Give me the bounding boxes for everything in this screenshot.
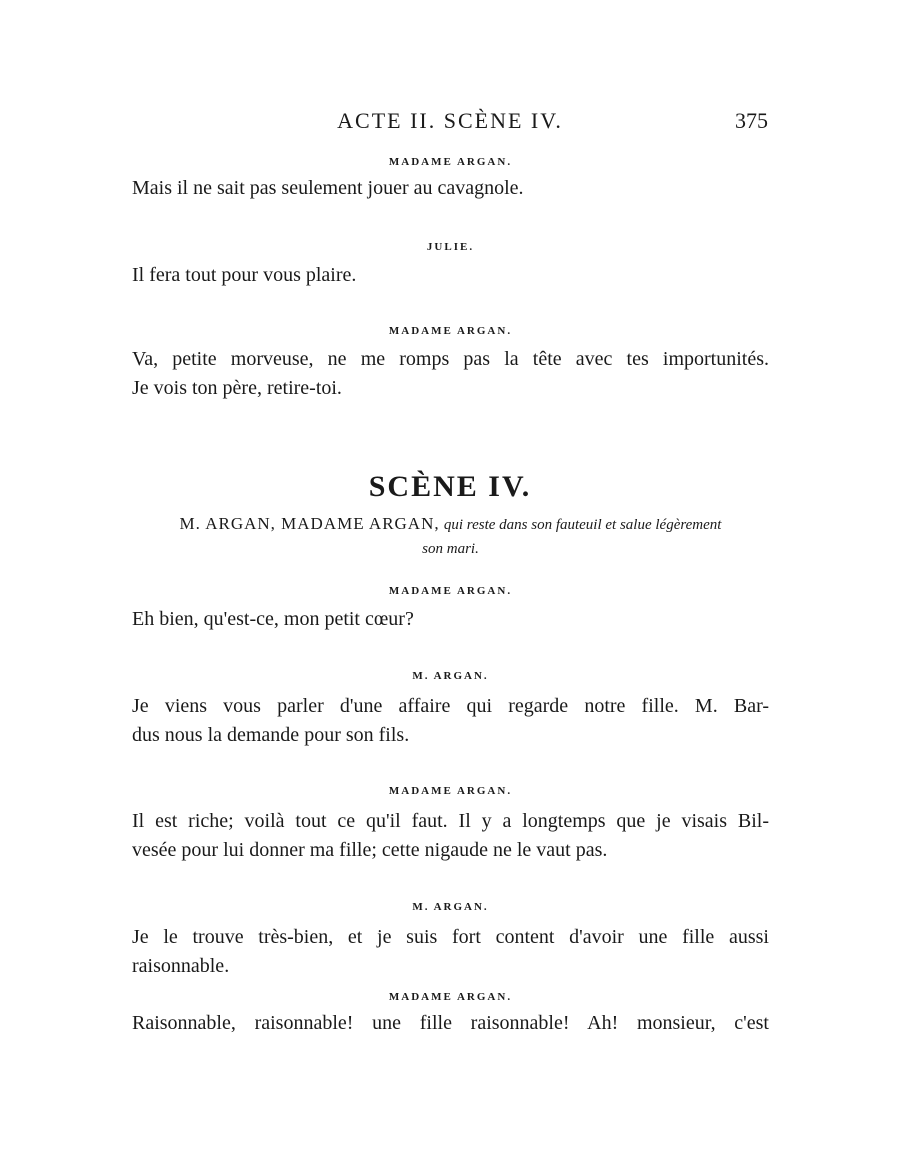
scene-characters: M. ARGAN, MADAME ARGAN, (179, 514, 440, 533)
dialogue-line: Je viens vous parler d'une affaire qui regarde notre fille. M. Bar- (132, 695, 769, 717)
dialogue-line: Je le trouve très-bien, et je suis fort content d'avoir une fille aussi (132, 926, 769, 948)
dialogue-line: Va, petite morveuse, ne me romps pas la tête avec tes importunités. (132, 348, 769, 370)
running-title: ACTE II. SCÈNE IV. (337, 108, 563, 133)
dialogue-line: Je vois ton père, retire-toi. (132, 377, 342, 399)
speaker-name: MADAME ARGAN. (388, 991, 513, 1003)
dialogue-entry (132, 785, 769, 865)
speaker-name: JULIE. (426, 241, 475, 253)
scene-title: SCÈNE IV. (368, 470, 532, 503)
speaker-name: MADAME ARGAN. (388, 785, 513, 797)
dialogue-line: Raisonnable, raisonnable! une fille raisonnable! Ah! monsieur, c'est (132, 1012, 769, 1034)
page-number: 375 (735, 108, 768, 133)
stage-direction-text: son mari. (422, 541, 479, 557)
speaker-name: M. ARGAN. (412, 901, 489, 913)
speaker-name: M. ARGAN. (412, 670, 489, 682)
dialogue-line: Eh bien, qu'est-ce, mon petit cœur? (132, 608, 414, 630)
dialogue-entry (132, 241, 769, 290)
dialogue-entry (132, 156, 769, 203)
dialogue-line: raisonnable. (132, 955, 230, 977)
dialogue-line: Mais il ne sait pas seulement jouer au cavagnole. (132, 177, 524, 199)
speaker-name: MADAME ARGAN. (388, 156, 513, 168)
dialogue-entry (132, 901, 769, 981)
speaker-name: MADAME ARGAN. (388, 585, 513, 597)
dialogue-entry (132, 585, 769, 634)
dialogue-line: vesée pour lui donner ma fille; cette nigaude ne le vaut pas. (132, 839, 608, 861)
dialogue-entry (132, 670, 769, 750)
dialogue-entry (132, 325, 769, 403)
dialogue-line: dus nous la demande pour son fils. (132, 724, 410, 746)
dialogue-line: Il est riche; voilà tout ce qu'il faut. Il y a longtemps que je visais Bil- (132, 810, 769, 832)
stage-direction (132, 512, 769, 561)
dialogue-entry (132, 991, 769, 1038)
speaker-name: MADAME ARGAN. (388, 325, 513, 337)
dialogue-line: Il fera tout pour vous plaire. (132, 264, 357, 286)
running-head (0, 108, 900, 138)
stage-direction-text: qui reste dans son fauteuil et salue légèrement (443, 517, 722, 533)
